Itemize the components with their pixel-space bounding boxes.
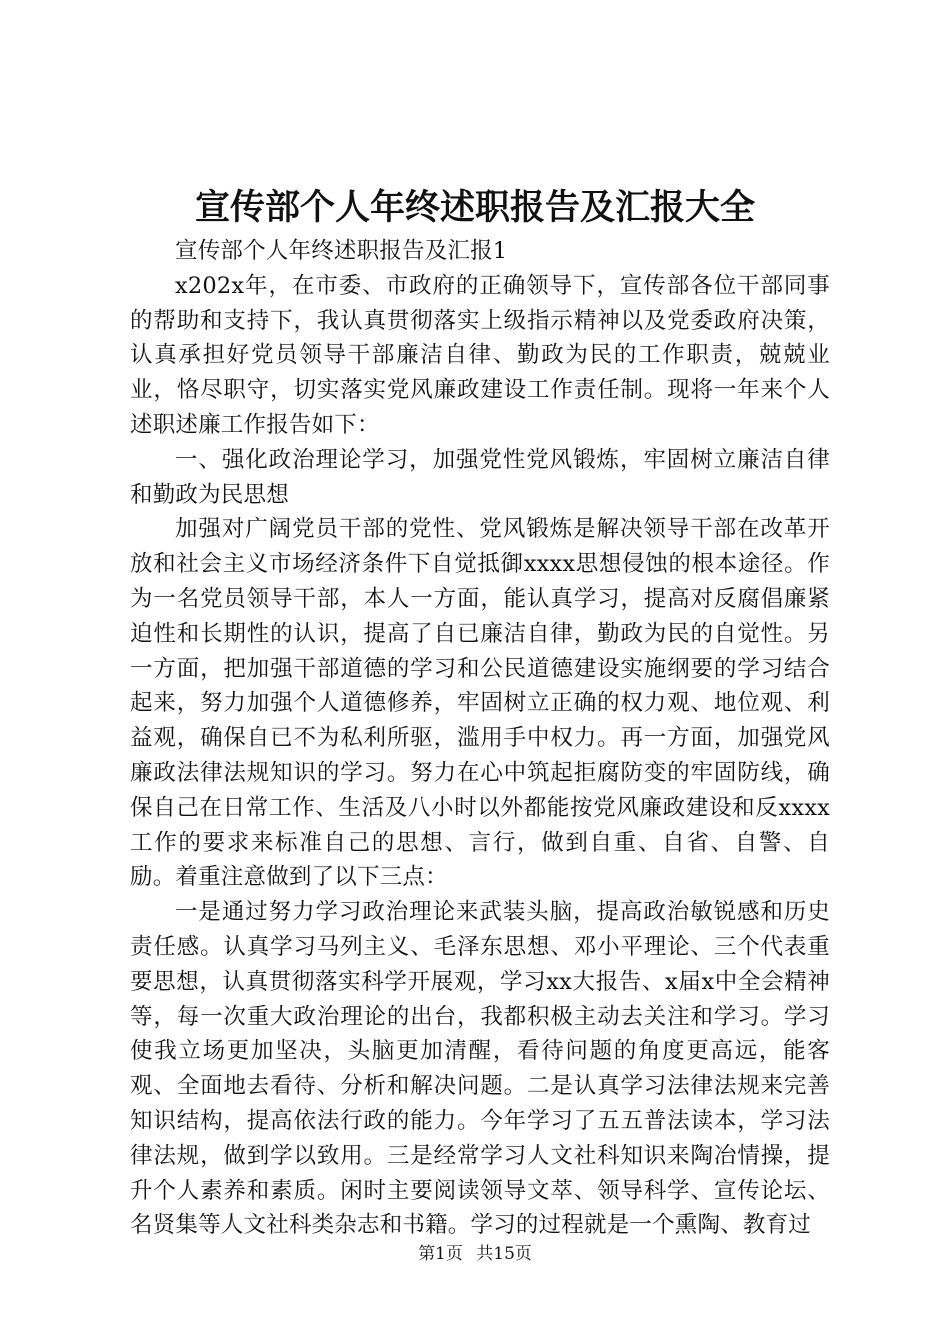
body-paragraph: 一是通过努力学习政治理论来武装头脑，提高政治敏锐感和历史责任感。认真学习马列主义、毛泽东思想、邓小平理论、三个代表重要思想，认真贯彻落实科学开展观，学习xx大报告、x届x中全会精神等，每一次重大政治理论的出台，我都积极主动去关注和学习。学习使我立场更加坚决，头脑更加清醒，看待问题的角度更高远，能客观、全面地去看待、分析和解决问题。二是认真学习法律法规来完善知识结构，提高依法行政的能力。今年学习了五五普法读本，学习法律法规，做到学以致用。三是经常学习人文社科知识来陶冶情操，提升个人素养和素质。闲时主要阅读领导文萃、领导科学、宣传论坛、名贤集等人文社科类杂志和书籍。学习的过程就是一个熏陶、教育过 xyxy=(130,899,830,1239)
page-title: 宣传部个人年终述职报告及汇报大全 xyxy=(194,187,755,228)
page-number: 第1页 xyxy=(418,1244,463,1264)
intro-paragraph: x202x年，在市委、市政府的正确领导下，宣传部各位干部同事的帮助和支持下，我认真贯彻落实上级指示精神以及党委政府决策，认真承担好党员领导干部廉洁自律、勤政为民的工作职责，兢兢业业，恪尽职守，切实落实党风廉政建设工作责任制。现将一年来个人述职述廉工作报告如下： xyxy=(130,272,830,438)
section-heading-1: 一、强化政治理论学习，加强党性党风锻炼，牢固树立廉洁自律和勤政为民思想 xyxy=(130,446,830,508)
subtitle-paragraph: 宣传部个人年终述职报告及汇报1 xyxy=(175,238,508,264)
document-body xyxy=(130,234,830,1243)
body-paragraph: 加强对广阔党员干部的党性、党风锻炼是解决领导干部在改革开放和社会主义市场经济条件下自觉抵御xxxx思想侵蚀的根本途径。作为一名党员领导干部，本人一方面，能认真学习，提高对反腐倡廉紧迫性和长期性的认识，提高了自已廉洁自律，勤政为民的自觉性。另一方面，把加强干部道德的学习和公民道德建设实施纲要的学习结合起来，努力加强个人道德修养，牢固树立正确的权力观、地位观、利益观，确保自已不为私利所驱，滥用手中权力。再一方面，加强党风廉政法律法规知识的学习。努力在心中筑起拒腐防变的牢固防线，确保自己在日常工作、生活及八小时以外都能按党风廉政建设和反xxxx工作的要求来标准自己的思想、言行，做到自重、自省、自警、自励。着重注意做到了以下三点： xyxy=(130,516,830,891)
page-total: 共15页 xyxy=(476,1244,532,1264)
page-footer xyxy=(0,1242,950,1266)
